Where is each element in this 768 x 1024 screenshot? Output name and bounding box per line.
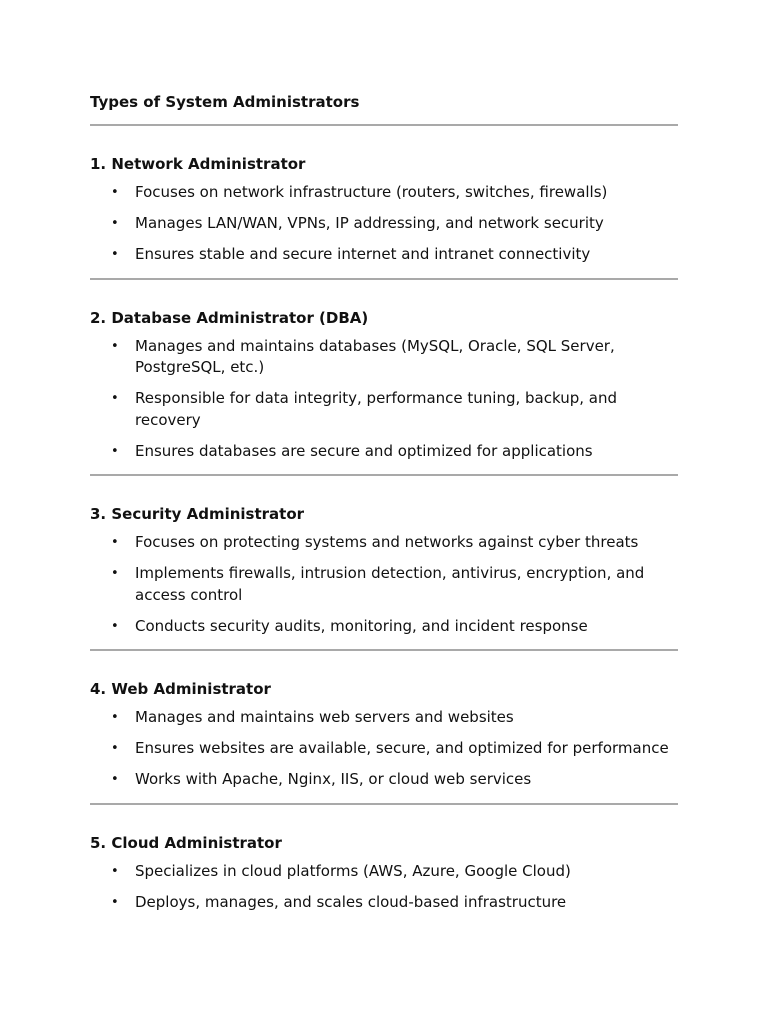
document-body	[90, 92, 678, 925]
list-item-text: Ensures databases are secure and optimized for applications	[135, 441, 593, 460]
section-database-administrator	[90, 280, 678, 475]
section-heading: 5. Cloud Administrator	[90, 833, 282, 852]
list-item	[90, 388, 678, 431]
bullet-icon: •	[111, 185, 119, 200]
bullet-icon: •	[111, 247, 119, 262]
list-item	[90, 861, 678, 883]
list-item-text: Specializes in cloud platforms (AWS, Azure, Google Cloud)	[135, 861, 571, 880]
section-heading: 2. Database Administrator (DBA)	[90, 308, 369, 327]
list-item-text: Conducts security audits, monitoring, and incident response	[135, 616, 588, 635]
bullet-icon: •	[111, 216, 119, 231]
bullet-icon: •	[111, 741, 119, 756]
list-item	[90, 892, 678, 914]
list-item	[90, 738, 678, 760]
section-heading: 1. Network Administrator	[90, 155, 306, 173]
list-item-text: Focuses on protecting systems and networks against cyber threats	[135, 533, 639, 551]
list-item-text: Implements firewalls, intrusion detection, antivirus, encryption, and access control	[135, 564, 645, 604]
list-item-text: Deploys, manages, and scales cloud-based infrastructure	[135, 892, 567, 911]
list-item	[90, 532, 678, 554]
list-item-text: Manages LAN/WAN, VPNs, IP addressing, and network security	[135, 214, 604, 232]
section-heading: 4. Web Administrator	[90, 680, 271, 698]
section-web-administrator	[90, 651, 678, 803]
list-item	[90, 182, 678, 204]
bullet-icon: •	[111, 894, 119, 910]
section-security-administrator	[90, 476, 678, 649]
list-item-text: Responsible for data integrity, performance tuning, backup, and recovery	[135, 389, 617, 429]
list-item	[90, 563, 678, 606]
list-item-text: Ensures stable and secure internet and intranet connectivity	[135, 245, 591, 263]
bullet-list	[90, 336, 678, 463]
list-item	[90, 244, 678, 266]
list-item	[90, 213, 678, 235]
list-item-text: Manages and maintains databases (MySQL, Oracle, SQL Server, PostgreSQL, etc.)	[135, 336, 615, 376]
bullet-icon: •	[111, 443, 119, 459]
bullet-icon: •	[111, 566, 119, 581]
list-item-text: Ensures websites are available, secure, and optimized for performance	[135, 739, 669, 757]
bullet-icon: •	[111, 618, 119, 634]
bullet-list	[90, 182, 678, 266]
list-item	[90, 707, 678, 729]
bullet-icon: •	[111, 863, 119, 879]
list-item-text: Manages and maintains web servers and websites	[135, 708, 514, 726]
list-item-text: Focuses on network infrastructure (routers, switches, firewalls)	[135, 183, 608, 201]
list-item	[90, 336, 678, 379]
bullet-icon: •	[111, 535, 119, 550]
bullet-icon: •	[111, 338, 119, 354]
section-heading: 3. Security Administrator	[90, 505, 305, 523]
section-network-administrator	[90, 126, 678, 278]
bullet-icon: •	[111, 391, 119, 406]
page-title: Types of System Administrators	[90, 93, 360, 111]
section-cloud-administrator	[90, 805, 678, 926]
bullet-icon: •	[111, 772, 119, 787]
list-item-text: Works with Apache, Nginx, IIS, or cloud web services	[135, 770, 532, 788]
bullet-icon: •	[111, 710, 119, 725]
bullet-list	[90, 532, 678, 637]
list-item	[90, 616, 678, 638]
bullet-list	[90, 707, 678, 791]
bullet-list	[90, 861, 678, 914]
list-item	[90, 441, 678, 463]
list-item	[90, 769, 678, 791]
